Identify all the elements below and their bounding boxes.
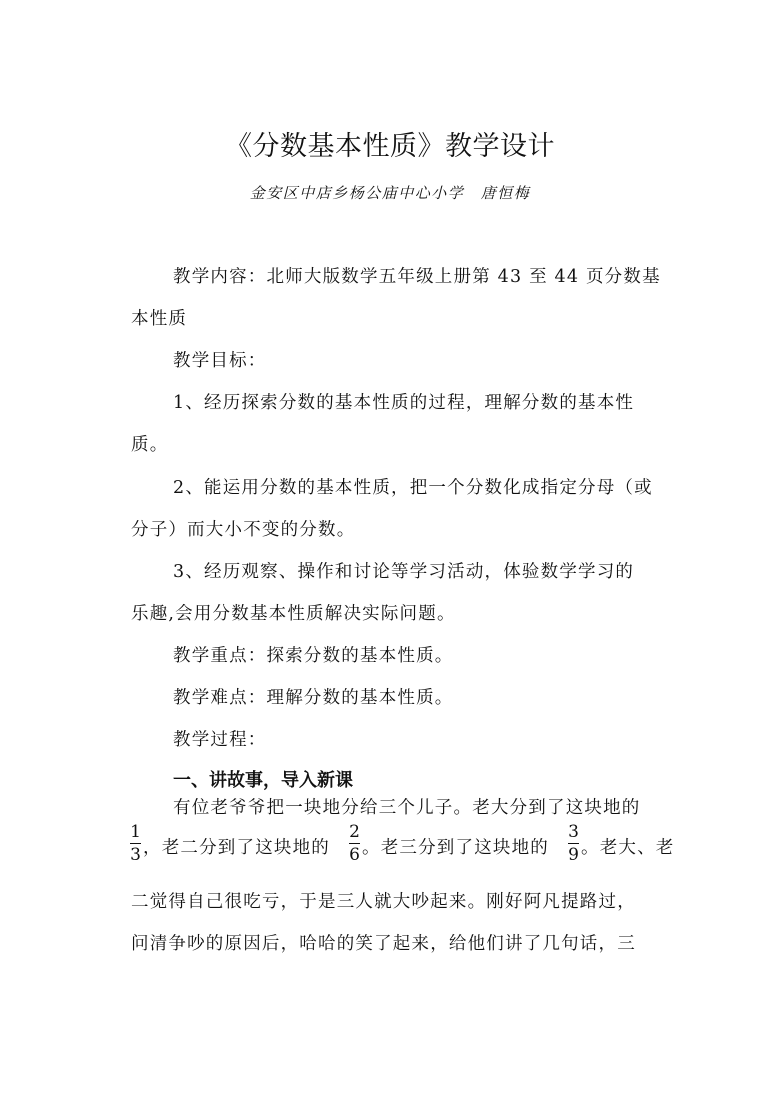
story-line-3: 二觉得自己很吃亏，于是三人就大吵起来。刚好阿凡提路过， — [131, 892, 636, 912]
goal1-line-2: 质。 — [131, 435, 169, 455]
fraction-denominator: 9 — [568, 845, 579, 865]
section-heading: 一、讲故事，导入新课 — [173, 770, 353, 791]
goal3-line-1: 3、经历观察、操作和讨论等学习活动，体验数学学习的 — [173, 562, 635, 582]
fraction-numerator: 3 — [568, 822, 579, 842]
content-line-1: 教学内容：北师大版数学五年级上册第 43 至 44 页分数基 — [173, 267, 661, 287]
fraction-denominator: 6 — [349, 845, 360, 865]
story-segment-b: 。老三分到了这块地的 — [362, 838, 549, 858]
goal3-line-2: 乐趣,会用分数基本性质解决实际问题。 — [131, 604, 456, 624]
fraction-numerator: 2 — [349, 822, 360, 842]
story-segment-c: 。老大、老 — [581, 838, 675, 858]
author-line: 金安区中店乡杨公庙中心小学 唐恒梅 — [249, 184, 531, 202]
story-line-4: 问清争吵的原因后，哈哈的笑了起来，给他们讲了几句话，三 — [131, 934, 636, 954]
fraction-bar — [130, 843, 141, 844]
story-segment-a: ，老二分到了这块地的 — [143, 838, 330, 858]
process-label: 教学过程： — [173, 730, 267, 750]
fraction-two-sixths — [349, 824, 360, 864]
story-line-1: 有位老爷爷把一块地分给三个儿子。老大分到了这块地的 — [173, 798, 641, 818]
goals-label: 教学目标： — [173, 351, 267, 371]
fraction-three-ninths — [568, 824, 579, 864]
page-title: 《分数基本性质》教学设计 — [225, 131, 555, 162]
fraction-bar — [568, 843, 579, 844]
goal2-line-2: 分子）而大小不变的分数。 — [131, 520, 356, 540]
fraction-denominator: 3 — [130, 845, 141, 865]
fraction-numerator: 1 — [130, 822, 141, 842]
goal2-line-1: 2、能运用分数的基本性质，把一个分数化成指定分母（或 — [173, 478, 653, 498]
fraction-bar — [349, 843, 360, 844]
key-point: 教学重点：探索分数的基本性质。 — [173, 646, 454, 666]
difficult-point: 教学难点：理解分数的基本性质。 — [173, 688, 454, 708]
fraction-one-third — [130, 824, 141, 864]
content-line-2: 本性质 — [131, 309, 188, 329]
goal1-line-1: 1、经历探索分数的基本性质的过程，理解分数的基本性 — [173, 393, 635, 413]
